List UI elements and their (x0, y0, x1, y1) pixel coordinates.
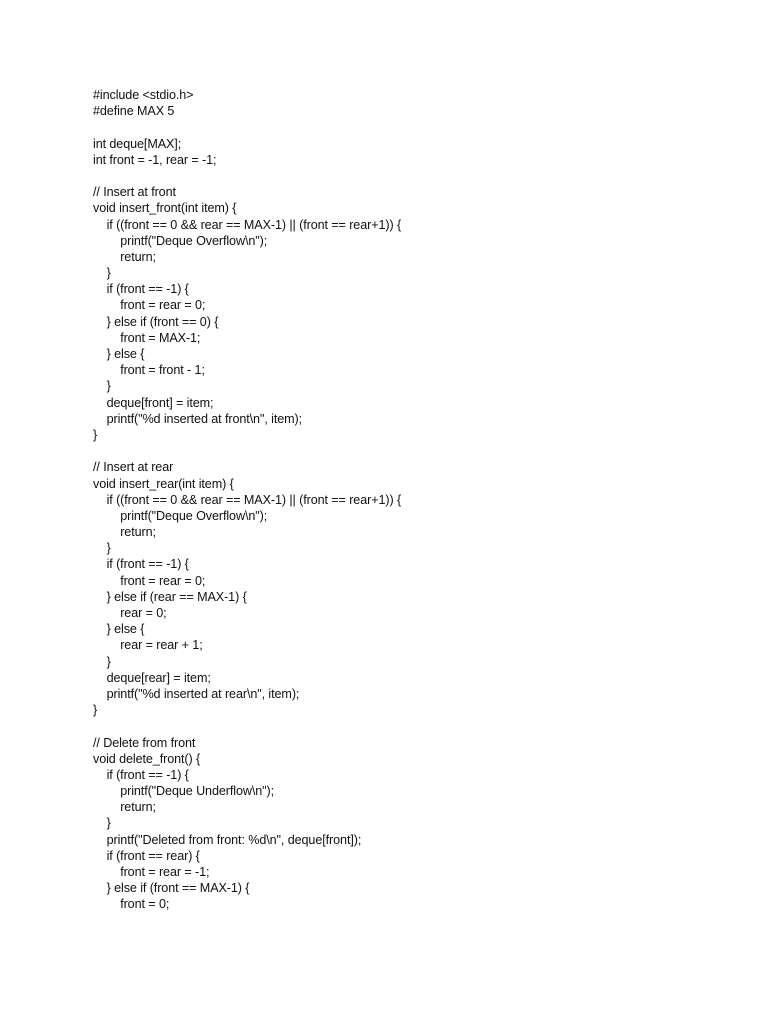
code-line: void insert_rear(int item) { (93, 476, 234, 491)
code-line: if (front == -1) { (93, 767, 189, 782)
blank-line (93, 168, 401, 184)
code-line: return; (93, 800, 156, 815)
code-line: } else if (front == 0) { (93, 314, 219, 329)
code-line: } (93, 816, 111, 831)
code-line: rear = rear + 1; (93, 638, 203, 653)
code-line: } else { (93, 622, 145, 637)
code-line: printf("Deque Underflow\n"); (93, 784, 275, 799)
code-line: } (93, 266, 111, 281)
code-line: } (93, 379, 111, 394)
blank-line (93, 718, 401, 734)
blank-line (93, 119, 401, 135)
code-line: } else if (front == MAX-1) { (93, 881, 250, 896)
code-line: front = MAX-1; (93, 330, 201, 345)
code-line: front = rear = 0; (93, 573, 206, 588)
code-line: } else if (rear == MAX-1) { (93, 589, 247, 604)
code-line: printf("Deleted from front: %d\n", deque[front]); (93, 832, 362, 847)
code-line: if (front == rear) { (93, 848, 200, 863)
code-line: front = front - 1; (93, 363, 205, 378)
code-line: #define MAX 5 (93, 104, 175, 119)
code-line: } (93, 427, 98, 442)
code-line: return; (93, 525, 156, 540)
code-line: printf("%d inserted at front\n", item); (93, 411, 303, 426)
code-line: if (front == -1) { (93, 557, 189, 572)
code-line: printf("Deque Overflow\n"); (93, 233, 268, 248)
code-line: } else { (93, 347, 145, 361)
code-line: } (93, 654, 111, 669)
code-line: void delete_front() { (93, 751, 201, 766)
code-line: front = rear = -1; (93, 865, 210, 879)
code-line: deque[front] = item; (93, 395, 214, 410)
code-line: int deque[MAX]; (93, 136, 182, 151)
code-line: } (93, 541, 111, 556)
code-line: front = 0; (93, 897, 170, 912)
blank-line (93, 443, 401, 459)
code-line: // Delete from front (93, 735, 196, 750)
code-line: // Insert at rear (93, 460, 174, 475)
code-line: printf("%d inserted at rear\n", item); (93, 686, 300, 701)
code-line: int front = -1, rear = -1; (93, 152, 217, 167)
code-line: if ((front == 0 && rear == MAX-1) || (front == rear+1)) { (93, 492, 402, 507)
code-line: // Insert at front (93, 185, 176, 200)
code-line: rear = 0; (93, 606, 167, 620)
code-line: #include <stdio.h> (93, 88, 194, 102)
code-line: printf("Deque Overflow\n"); (93, 508, 268, 523)
code-line: deque[rear] = item; (93, 670, 211, 685)
code-line: front = rear = 0; (93, 298, 206, 313)
code-line: void insert_front(int item) { (93, 201, 237, 216)
code-line: if ((front == 0 && rear == MAX-1) || (front == rear+1)) { (93, 217, 402, 232)
code-listing (93, 87, 401, 913)
code-line: if (front == -1) { (93, 282, 189, 297)
code-line: } (93, 703, 98, 718)
code-line: return; (93, 249, 156, 264)
